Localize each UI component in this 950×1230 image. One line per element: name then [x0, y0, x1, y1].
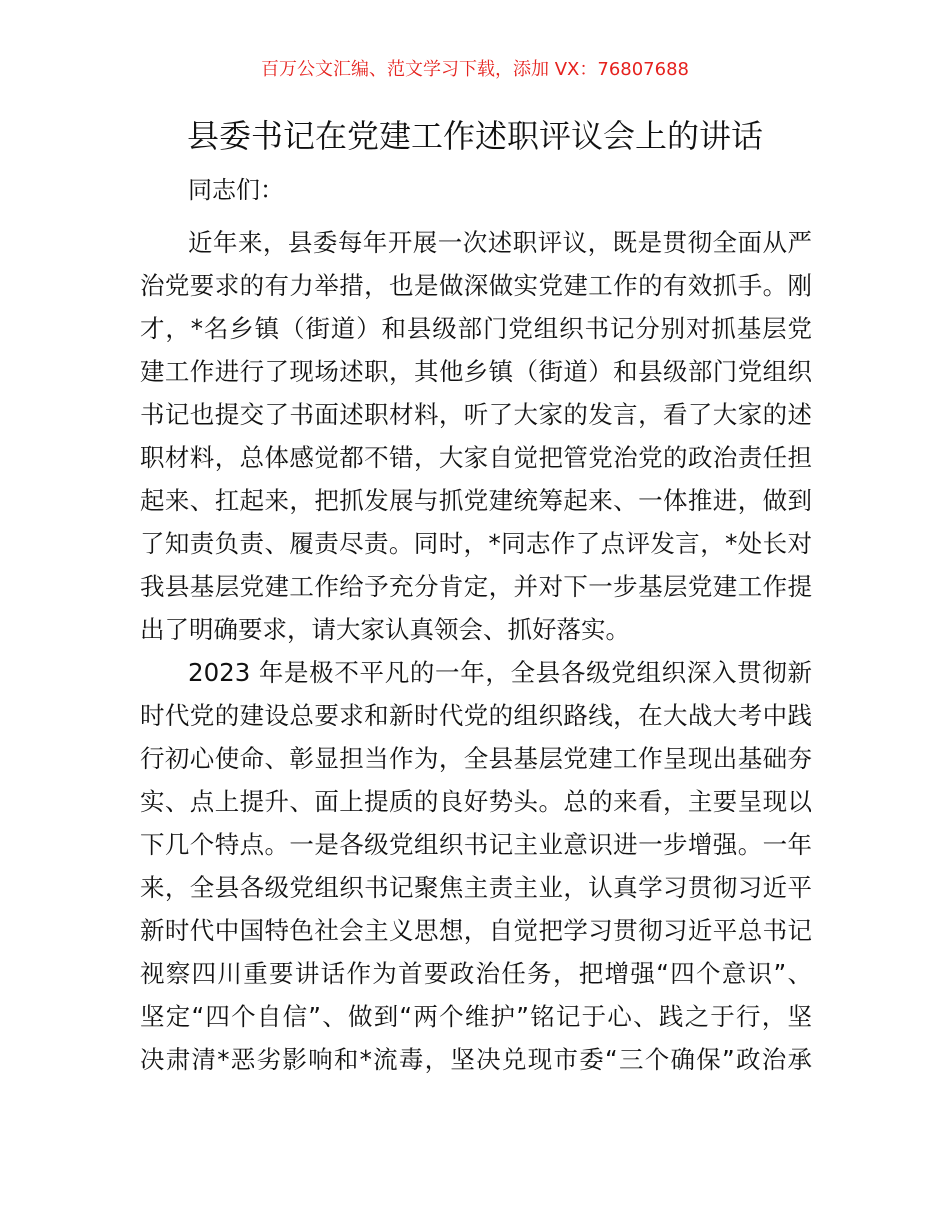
text-line: 治党要求的有力举措，也是做深做实党建工作的有效抓手。刚 [140, 271, 812, 300]
paragraph-1 [140, 221, 812, 651]
text-line: 近年来，县委每年开展一次述职评议，既是贯彻全面从严 [188, 228, 812, 257]
text-line: 坚定“四个自信”、做到“两个维护”铭记于心、践之于行，坚 [140, 1002, 812, 1031]
text-line: 新时代中国特色社会主义思想，自觉把学习贯彻习近平总书记 [140, 916, 812, 945]
text-line: 2023 年是极不平凡的一年，全县各级党组织深入贯彻新 [188, 658, 812, 687]
text-line: 时代党的建设总要求和新时代党的组织路线，在大战大考中践 [140, 701, 812, 730]
document-title: 县委书记在党建工作述职评议会上的讲话 [186, 117, 763, 155]
text-line: 视察四川重要讲话作为首要政治任务，把增强“四个意识”、 [140, 959, 812, 988]
text-line: 实、点上提升、面上提质的良好势头。总的来看，主要呈现以 [140, 787, 812, 816]
text-line: 行初心使命、彰显担当作为，全县基层党建工作呈现出基础夯 [140, 744, 812, 773]
greeting: 同志们： [188, 176, 284, 204]
text-line: 来，全县各级党组织书记聚焦主责主业，认真学习贯彻习近平 [140, 873, 812, 902]
text-line: 出了明确要求，请大家认真领会、抓好落实。 [140, 615, 630, 644]
text-line: 我县基层党建工作给予充分肯定，并对下一步基层党建工作提 [140, 572, 812, 601]
text-line: 书记也提交了书面述职材料，听了大家的发言，看了大家的述 [140, 400, 812, 429]
text-line: 才，*名乡镇（街道）和县级部门党组织书记分别对抓基层党 [140, 314, 812, 343]
text-line: 了知责负责、履责尽责。同时，*同志作了点评发言，*处长对 [140, 529, 812, 558]
text-line: 起来、扛起来，把抓发展与抓党建统筹起来、一体推进，做到 [140, 486, 812, 515]
download-banner: 百万公文汇编、范文学习下载，添加 VX：76807688 [261, 59, 689, 80]
text-line: 建工作进行了现场述职，其他乡镇（街道）和县级部门党组织 [140, 357, 812, 386]
text-line: 职材料，总体感觉都不错，大家自觉把管党治党的政治责任担 [140, 443, 812, 472]
paragraph-2 [140, 651, 812, 1081]
text-line: 下几个特点。一是各级党组织书记主业意识进一步增强。一年 [140, 830, 812, 859]
text-line: 决肃清*恶劣影响和*流毒，坚决兑现市委“三个确保”政治承 [140, 1045, 812, 1074]
document-body [140, 221, 812, 1081]
